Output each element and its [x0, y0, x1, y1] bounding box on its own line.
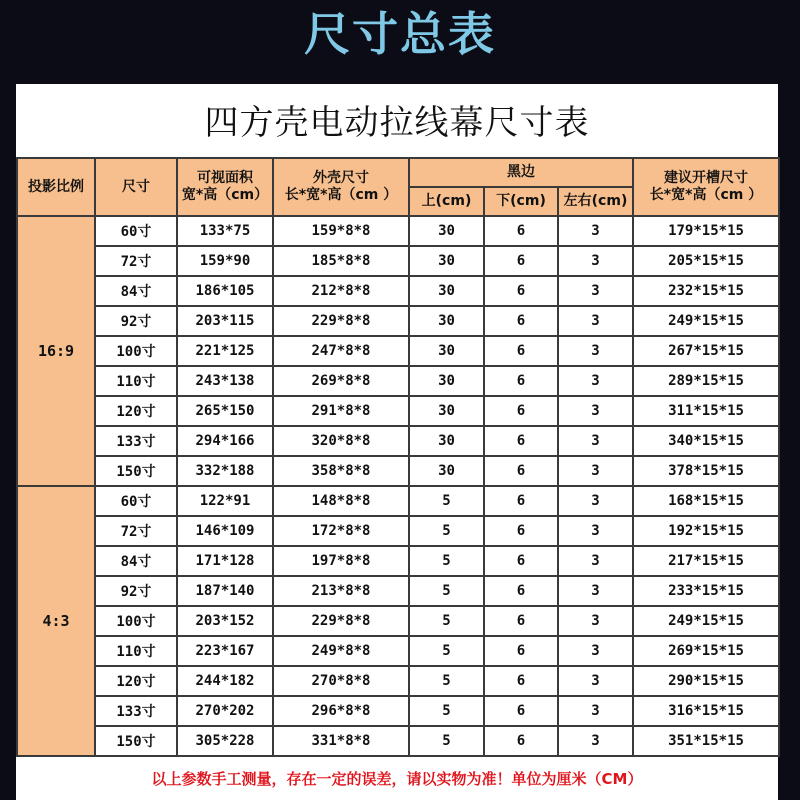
- size-table-panel: [16, 84, 778, 800]
- table-row: [17, 546, 779, 576]
- slot-size-cell: 351*15*15: [633, 726, 779, 756]
- border-bottom-cell: 6: [484, 576, 558, 606]
- border-top-cell: 30: [409, 456, 484, 486]
- table-row: [17, 246, 779, 276]
- size-cell: 120寸: [95, 666, 177, 696]
- border-side-cell: 3: [558, 546, 633, 576]
- housing-size-cell: 172*8*8: [273, 516, 409, 546]
- border-top-cell: 5: [409, 726, 484, 756]
- housing-size-cell: 213*8*8: [273, 576, 409, 606]
- housing-size-cell: 159*8*8: [273, 216, 409, 246]
- slot-size-cell: 233*15*15: [633, 576, 779, 606]
- border-side-cell: 3: [558, 276, 633, 306]
- slot-size-cell: 179*15*15: [633, 216, 779, 246]
- table-row: [17, 666, 779, 696]
- border-top-cell: 30: [409, 426, 484, 456]
- viewable-area-cell: 221*125: [177, 336, 273, 366]
- border-side-cell: 3: [558, 366, 633, 396]
- housing-size-cell: 212*8*8: [273, 276, 409, 306]
- border-top-cell: 5: [409, 606, 484, 636]
- size-table: [16, 157, 780, 757]
- border-top-cell: 30: [409, 396, 484, 426]
- border-bottom-cell: 6: [484, 276, 558, 306]
- border-top-cell: 30: [409, 276, 484, 306]
- border-bottom-cell: 6: [484, 516, 558, 546]
- slot-size-cell: 232*15*15: [633, 276, 779, 306]
- header-slot-line1: 建议开槽尺寸: [664, 170, 748, 186]
- panel-title: 四方壳电动拉线幕尺寸表: [204, 103, 590, 143]
- size-cell: 72寸: [95, 516, 177, 546]
- slot-size-cell: 290*15*15: [633, 666, 779, 696]
- slot-size-cell: 205*15*15: [633, 246, 779, 276]
- housing-size-cell: 331*8*8: [273, 726, 409, 756]
- header-viewable-area-line1: 可视面积: [197, 170, 253, 186]
- viewable-area-cell: 332*188: [177, 456, 273, 486]
- border-bottom-cell: 6: [484, 216, 558, 246]
- header-housing-size: [273, 158, 409, 216]
- housing-size-cell: 148*8*8: [273, 486, 409, 516]
- header-slot-line2: 长*宽*高（cm ）: [649, 187, 763, 203]
- header-size: 尺寸: [95, 158, 177, 216]
- border-top-cell: 5: [409, 696, 484, 726]
- viewable-area-cell: 159*90: [177, 246, 273, 276]
- border-top-cell: 5: [409, 636, 484, 666]
- viewable-area-cell: 122*91: [177, 486, 273, 516]
- border-top-cell: 30: [409, 336, 484, 366]
- border-top-cell: 30: [409, 306, 484, 336]
- size-cell: 60寸: [95, 216, 177, 246]
- header-viewable-area-line2: 宽*高（cm）: [181, 187, 269, 203]
- housing-size-cell: 270*8*8: [273, 666, 409, 696]
- header-border-side: 左右(cm): [558, 187, 633, 216]
- viewable-area-cell: 294*166: [177, 426, 273, 456]
- slot-size-cell: 267*15*15: [633, 336, 779, 366]
- housing-size-cell: 229*8*8: [273, 606, 409, 636]
- size-cell: 150寸: [95, 456, 177, 486]
- size-cell: 72寸: [95, 246, 177, 276]
- border-side-cell: 3: [558, 576, 633, 606]
- viewable-area-cell: 186*105: [177, 276, 273, 306]
- viewable-area-cell: 146*109: [177, 516, 273, 546]
- table-header: [17, 158, 779, 216]
- housing-size-cell: 247*8*8: [273, 336, 409, 366]
- header-border-top: 上(cm): [409, 187, 484, 216]
- border-bottom-cell: 6: [484, 666, 558, 696]
- viewable-area-cell: 305*228: [177, 726, 273, 756]
- slot-size-cell: 269*15*15: [633, 636, 779, 666]
- table-row: [17, 216, 779, 246]
- slot-size-cell: 168*15*15: [633, 486, 779, 516]
- header-housing-line2: 长*宽*高（cm ）: [284, 187, 398, 203]
- table-row: [17, 636, 779, 666]
- slot-size-cell: 217*15*15: [633, 546, 779, 576]
- header-border-bottom: 下(cm): [484, 187, 558, 216]
- border-bottom-cell: 6: [484, 636, 558, 666]
- housing-size-cell: 320*8*8: [273, 426, 409, 456]
- viewable-area-cell: 243*138: [177, 366, 273, 396]
- viewable-area-cell: 203*152: [177, 606, 273, 636]
- border-bottom-cell: 6: [484, 306, 558, 336]
- border-bottom-cell: 6: [484, 456, 558, 486]
- size-cell: 92寸: [95, 306, 177, 336]
- border-side-cell: 3: [558, 516, 633, 546]
- border-bottom-cell: 6: [484, 486, 558, 516]
- size-cell: 133寸: [95, 426, 177, 456]
- table-row: [17, 456, 779, 486]
- border-side-cell: 3: [558, 726, 633, 756]
- ratio-cell: 16:9: [17, 216, 95, 486]
- housing-size-cell: 296*8*8: [273, 696, 409, 726]
- size-cell: 92寸: [95, 576, 177, 606]
- housing-size-cell: 197*8*8: [273, 546, 409, 576]
- size-cell: 150寸: [95, 726, 177, 756]
- border-bottom-cell: 6: [484, 366, 558, 396]
- table-row: [17, 426, 779, 456]
- table-row: [17, 516, 779, 546]
- housing-size-cell: 185*8*8: [273, 246, 409, 276]
- table-body: [17, 216, 779, 756]
- slot-size-cell: 289*15*15: [633, 366, 779, 396]
- housing-size-cell: 269*8*8: [273, 366, 409, 396]
- header-housing-line1: 外壳尺寸: [313, 170, 369, 186]
- border-side-cell: 3: [558, 306, 633, 336]
- border-top-cell: 30: [409, 246, 484, 276]
- page-title: 尺寸总表: [304, 7, 496, 61]
- table-row: [17, 696, 779, 726]
- border-bottom-cell: 6: [484, 246, 558, 276]
- size-cell: 110寸: [95, 366, 177, 396]
- border-side-cell: 3: [558, 456, 633, 486]
- slot-size-cell: 249*15*15: [633, 306, 779, 336]
- border-top-cell: 30: [409, 216, 484, 246]
- border-top-cell: 5: [409, 576, 484, 606]
- viewable-area-cell: 244*182: [177, 666, 273, 696]
- border-side-cell: 3: [558, 636, 633, 666]
- table-row: [17, 276, 779, 306]
- size-cell: 100寸: [95, 336, 177, 366]
- table-row: [17, 306, 779, 336]
- viewable-area-cell: 133*75: [177, 216, 273, 246]
- size-cell: 84寸: [95, 546, 177, 576]
- border-side-cell: 3: [558, 606, 633, 636]
- slot-size-cell: 249*15*15: [633, 606, 779, 636]
- border-side-cell: 3: [558, 246, 633, 276]
- ratio-cell: 4:3: [17, 486, 95, 756]
- viewable-area-cell: 270*202: [177, 696, 273, 726]
- slot-size-cell: 378*15*15: [633, 456, 779, 486]
- border-bottom-cell: 6: [484, 336, 558, 366]
- slot-size-cell: 192*15*15: [633, 516, 779, 546]
- housing-size-cell: 358*8*8: [273, 456, 409, 486]
- border-bottom-cell: 6: [484, 546, 558, 576]
- border-side-cell: 3: [558, 696, 633, 726]
- viewable-area-cell: 187*140: [177, 576, 273, 606]
- border-top-cell: 30: [409, 366, 484, 396]
- border-top-cell: 5: [409, 516, 484, 546]
- slot-size-cell: 316*15*15: [633, 696, 779, 726]
- size-cell: 60寸: [95, 486, 177, 516]
- viewable-area-cell: 223*167: [177, 636, 273, 666]
- border-bottom-cell: 6: [484, 726, 558, 756]
- border-side-cell: 3: [558, 396, 633, 426]
- footnote: 以上参数手工测量，存在一定的误差，请以实物为准！单位为厘米（CM）: [151, 770, 643, 788]
- header-slot-size: [633, 158, 779, 216]
- viewable-area-cell: 265*150: [177, 396, 273, 426]
- table-row: [17, 606, 779, 636]
- table-row: [17, 576, 779, 606]
- size-cell: 133寸: [95, 696, 177, 726]
- header-black-border: 黑边: [409, 158, 633, 187]
- border-top-cell: 5: [409, 666, 484, 696]
- border-side-cell: 3: [558, 426, 633, 456]
- size-cell: 100寸: [95, 606, 177, 636]
- size-cell: 120寸: [95, 396, 177, 426]
- viewable-area-cell: 203*115: [177, 306, 273, 336]
- viewable-area-cell: 171*128: [177, 546, 273, 576]
- size-cell: 84寸: [95, 276, 177, 306]
- border-bottom-cell: 6: [484, 426, 558, 456]
- border-top-cell: 5: [409, 546, 484, 576]
- table-row: [17, 396, 779, 426]
- housing-size-cell: 249*8*8: [273, 636, 409, 666]
- table-row: [17, 366, 779, 396]
- slot-size-cell: 340*15*15: [633, 426, 779, 456]
- border-bottom-cell: 6: [484, 696, 558, 726]
- table-row: [17, 336, 779, 366]
- border-top-cell: 5: [409, 486, 484, 516]
- border-bottom-cell: 6: [484, 396, 558, 426]
- border-side-cell: 3: [558, 336, 633, 366]
- slot-size-cell: 311*15*15: [633, 396, 779, 426]
- border-side-cell: 3: [558, 486, 633, 516]
- housing-size-cell: 291*8*8: [273, 396, 409, 426]
- table-row: [17, 726, 779, 756]
- housing-size-cell: 229*8*8: [273, 306, 409, 336]
- border-side-cell: 3: [558, 216, 633, 246]
- table-row: [17, 486, 779, 516]
- border-side-cell: 3: [558, 666, 633, 696]
- size-cell: 110寸: [95, 636, 177, 666]
- border-bottom-cell: 6: [484, 606, 558, 636]
- header-ratio: 投影比例: [17, 158, 95, 216]
- header-viewable-area: [177, 158, 273, 216]
